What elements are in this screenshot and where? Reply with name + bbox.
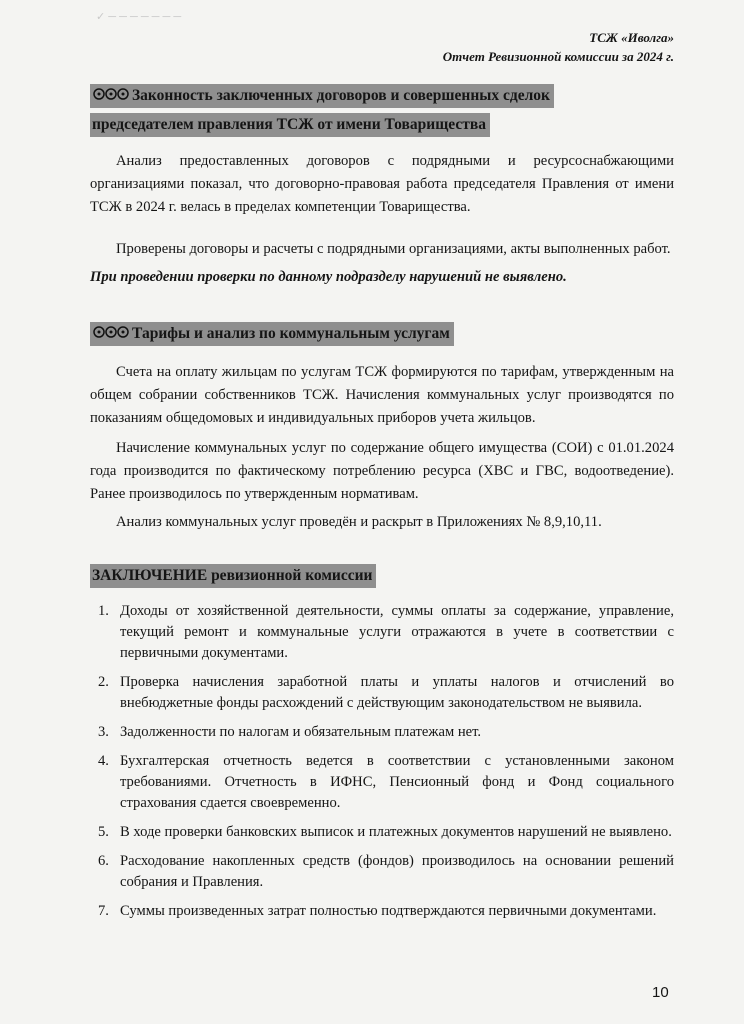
eyes-glasses-icon xyxy=(92,87,130,101)
tariffs-paragraph-1: Счета на оплату жильцам по услугам ТСЖ формируются по тарифам, утвержденным на общем собрании собственников ТСЖ. Начисления коммунальных услуг производятся по показаниям общедомовых и индивидуальных приборов учета жильцов. xyxy=(90,364,674,426)
bleed-through-marks: ✓ ─ ─ ─ ─ ─ ─ ─ xyxy=(96,11,182,23)
section-contracts-title-line1: Законность заключенных договоров и совершенных сделок xyxy=(90,84,554,108)
page-header xyxy=(443,28,674,66)
contracts-paragraph-1: Анализ предоставленных договоров с подрядными и ресурсоснабжающими организациями показал, что договорно-правовая работа председателя Правления от имени ТСЖ в 2024 г. велась в пределах компетенции Товарищества. xyxy=(90,153,674,215)
tariffs-paragraph-2: Начисление коммунальных услуг по содержание общего имущества (СОИ) с 01.01.2024 года производится по фактическому потреблению ресурса (ХВС и ГВС, водоотведение). Ранее производилось по утвержденным нормативам. xyxy=(90,440,674,502)
conclusion-list xyxy=(92,601,674,930)
section-tariffs-title: Тарифы и анализ по коммунальным услугам xyxy=(90,322,454,346)
section-conclusion-title: ЗАКЛЮЧЕНИЕ ревизионной комиссии xyxy=(90,564,376,588)
page-number: 10 xyxy=(652,984,669,1001)
contracts-paragraph-3: При проведении проверки по данному подразделу нарушений не выявлено. xyxy=(90,269,567,285)
list-item: 2. Проверка начисления заработной платы и уплаты налогов и отчислений во внебюджетные фонды расхождений с действующим законодательством не выявила. xyxy=(98,674,674,711)
contracts-paragraph-2: Проверены договоры и расчеты с подрядными организациями, акты выполненных работ. xyxy=(116,241,671,257)
header-report-title: Отчет Ревизионной комиссии за 2024 г. xyxy=(442,49,674,64)
section-contracts-title-line2: председателем правления ТСЖ от имени Товарищества xyxy=(90,113,490,137)
eyes-glasses-icon xyxy=(92,325,130,339)
list-item: 7. Суммы произведенных затрат полностью подтверждаются первичными документами. xyxy=(98,903,657,919)
list-item: 6. Расходование накопленных средств (фондов) производилось на основании решений собрания и Правления. xyxy=(98,853,674,890)
list-item: 4. Бухгалтерская отчетность ведется в соответствии с установленными законом требованиями. Отчетность в ИФНС, Пенсионный фонд и Фонд социального страхования сдается своевременно. xyxy=(98,753,674,811)
tariffs-paragraph-3: Анализ коммунальных услуг проведён и раскрыт в Приложениях № 8,9,10,11. xyxy=(116,514,602,530)
header-org: ТСЖ «Иволга» xyxy=(589,30,674,45)
list-item: 5. В ходе проверки банковских выписок и платежных документов нарушений не выявлено. xyxy=(98,824,672,840)
list-item: 1. Доходы от хозяйственной деятельности, суммы оплаты за содержание, управление, текущий ремонт и коммунальные услуги отражаются в учете в соответствии с первичными документами. xyxy=(98,603,674,661)
list-item: 3. Задолженности по налогам и обязательным платежам нет. xyxy=(98,724,482,740)
